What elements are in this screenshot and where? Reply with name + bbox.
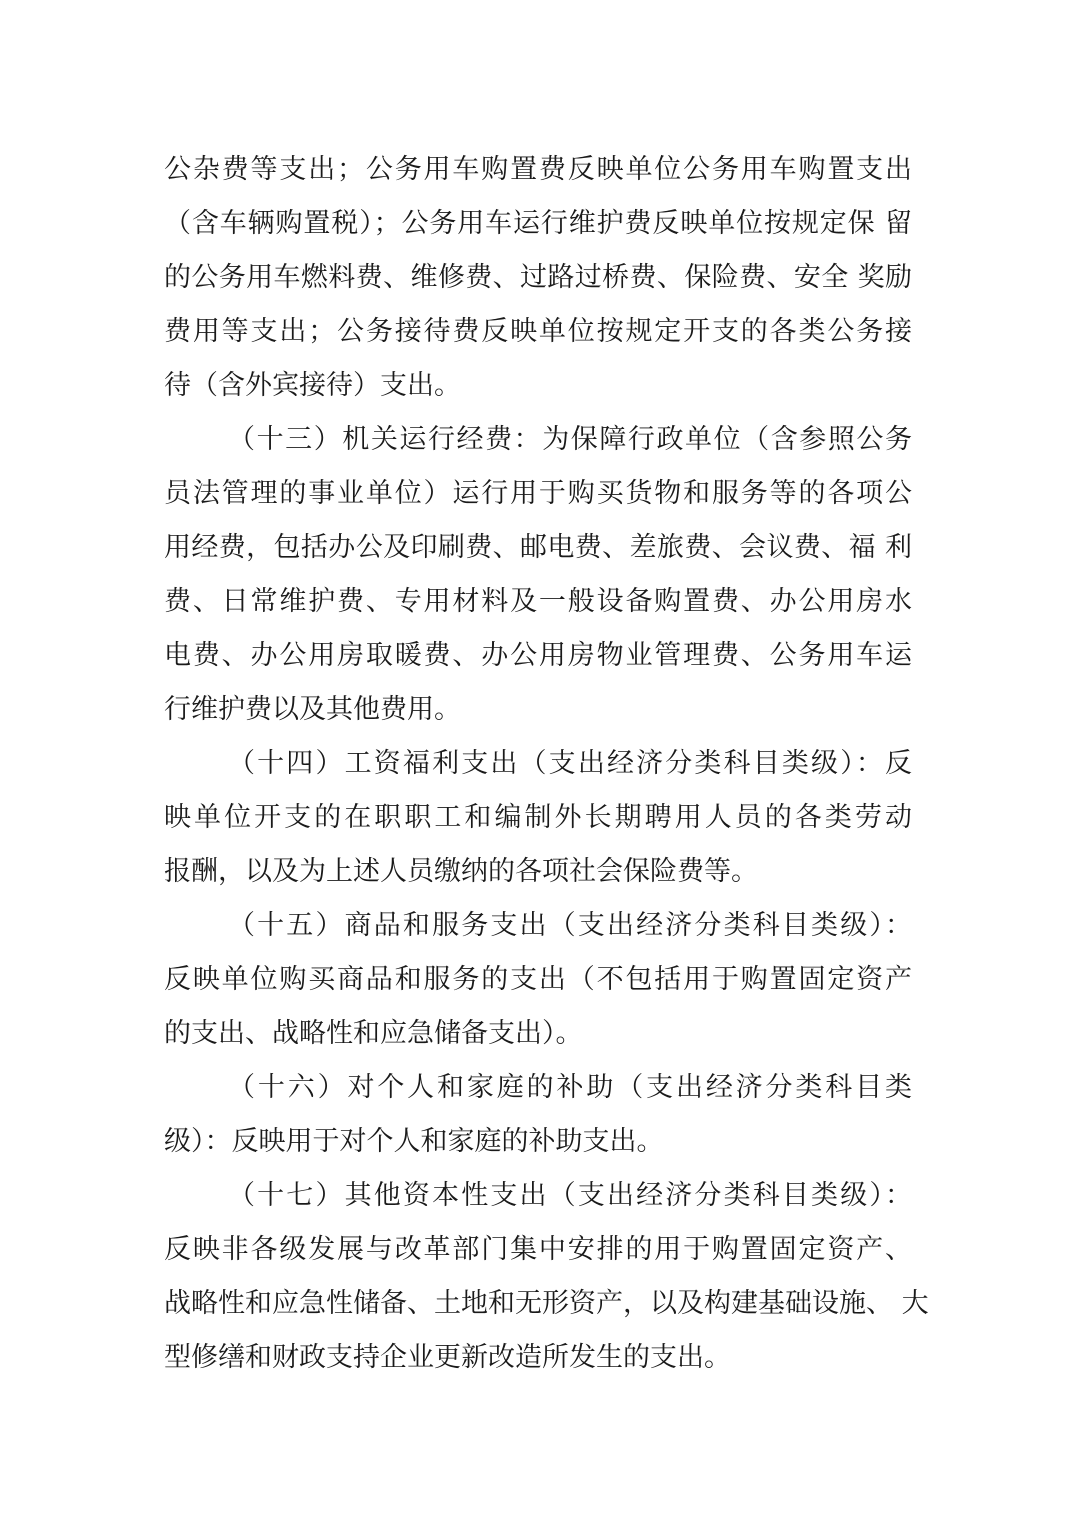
text-line: （含车辆购置税）；公务用车运行维护费反映单位按规定保 留 [164,208,912,239]
text-line: 行维护费以及其他费用。 [164,694,461,725]
text-line: 型修缮和财政支持企业更新改造所发生的支出。 [164,1342,731,1373]
text-line: 电费、办公用房取暖费、办公用房物业管理费、公务用车运 [164,640,912,671]
text-line: 反映单位购买商品和服务的支出（不包括用于购置固定资产 [164,964,912,995]
text-line: 公杂费等支出；公务用车购置费反映单位公务用车购置支出 [164,154,912,185]
text-line: 级）：反映用于对个人和家庭的补助支出。 [164,1126,664,1157]
text-line: 的支出、战略性和应急储备支出）。 [164,1018,583,1049]
text-line: 映单位开支的在职职工和编制外长期聘用人员的各类劳动 [164,802,912,833]
text-line: 员法管理的事业单位）运行用于购买货物和服务等的各项公 [164,478,912,509]
text-line: 待（含外宾接待）支出。 [164,370,461,401]
text-line: （十五）商品和服务支出（支出经济分类科目类级）： [228,910,912,941]
text-line: （十六）对个人和家庭的补助（支出经济分类科目类 [228,1072,912,1103]
text-line: （十三）机关运行经费：为保障行政单位（含参照公务 [228,424,912,455]
text-line: 费用等支出；公务接待费反映单位按规定开支的各类公务接 [164,316,912,347]
text-line: 用经费，包括办公及印刷费、邮电费、差旅费、会议费、福 利 [164,532,912,563]
text-line: 反映非各级发展与改革部门集中安排的用于购置固定资产、 [164,1234,912,1265]
text-line: 报酬，以及为上述人员缴纳的各项社会保险费等。 [164,856,758,887]
text-line: 的公务用车燃料费、维修费、过路过桥费、保险费、安全 奖励 [164,262,912,293]
text-line: （十四）工资福利支出（支出经济分类科目类级）：反 [228,748,912,779]
text-line: 费、日常维护费、专用材料及一般设备购置费、办公用房水 [164,586,912,617]
text-line: （十七）其他资本性支出（支出经济分类科目类级）： [228,1180,912,1211]
text-line: 战略性和应急性储备、土地和无形资产，以及构建基础设施、 大 [164,1288,929,1319]
